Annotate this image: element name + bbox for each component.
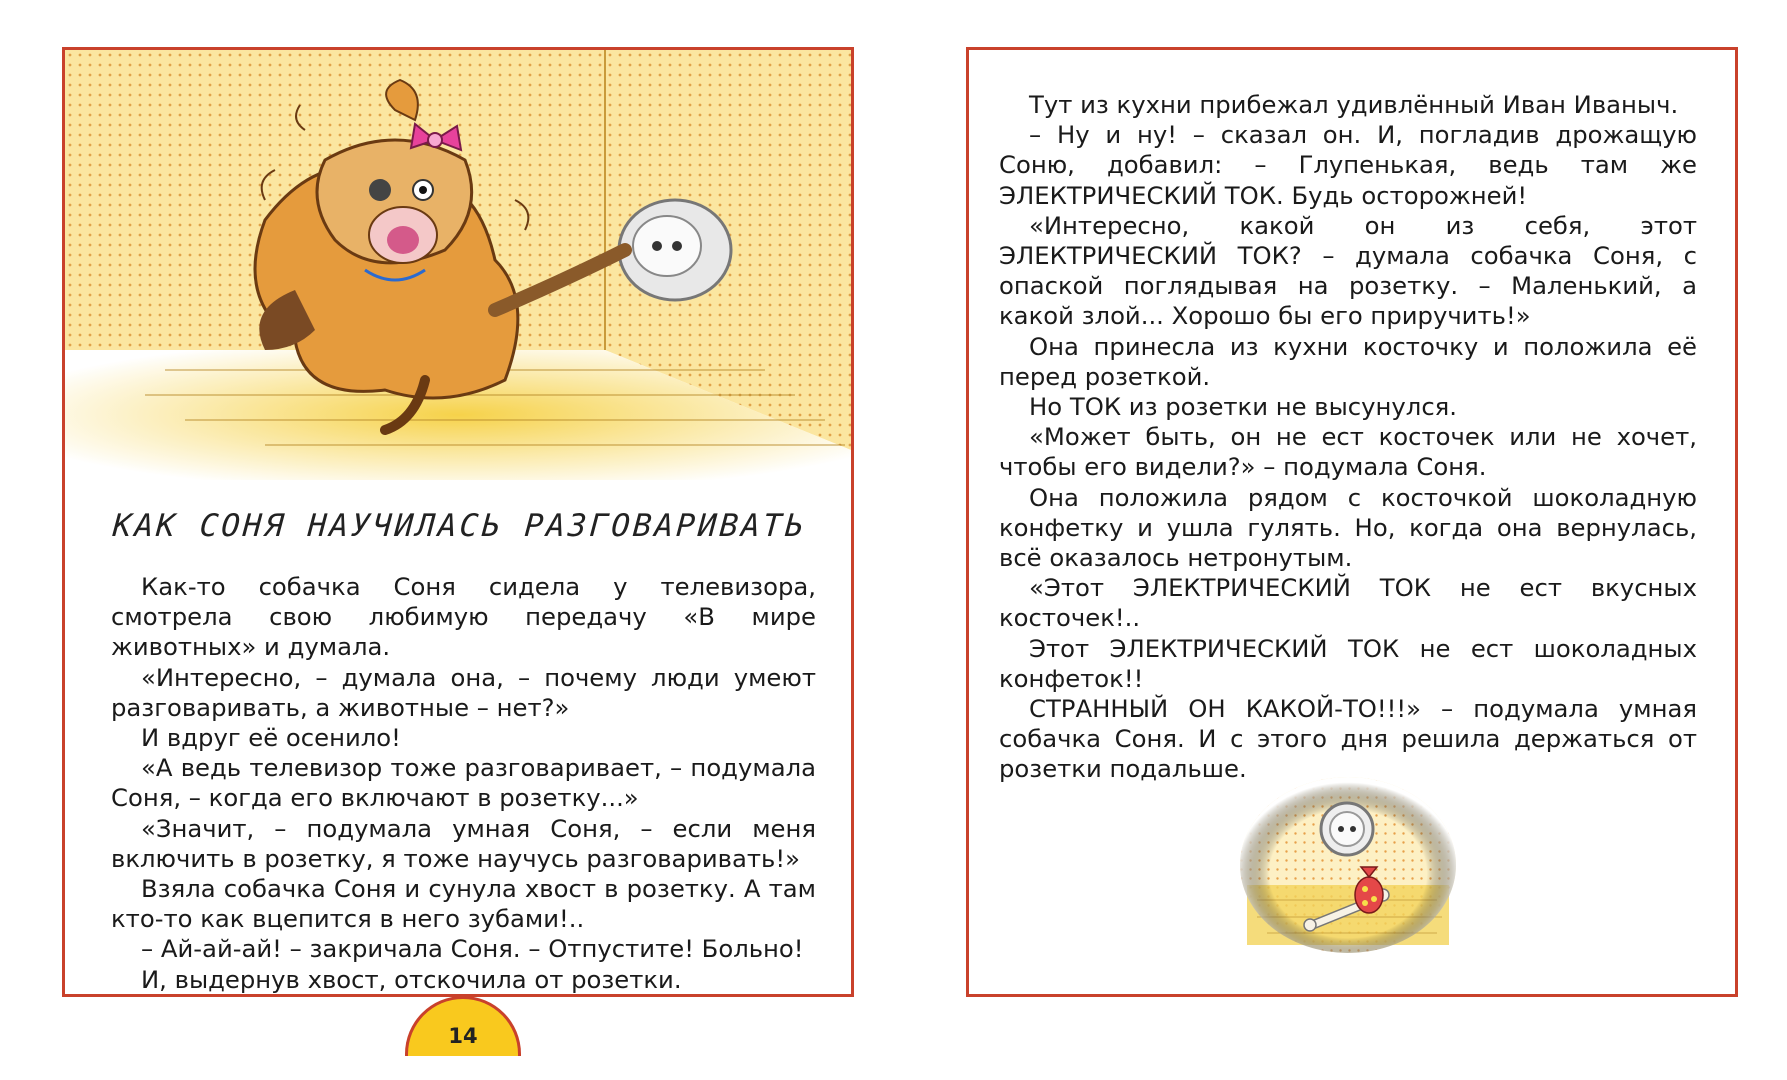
paragraph: И вдруг её осенило! (141, 723, 401, 753)
paragraph: Этот ЭЛЕКТРИЧЕСКИЙ ТОК не ест шоколадных конфеток!! (999, 633, 1697, 693)
paragraph: Тут из кухни прибежал удивлённый Иван Иваныч. (1029, 90, 1679, 119)
paragraph: СТРАННЫЙ ОН КАКОЙ-ТО!!!» – подумала умная собачка Соня. И с этого дня решила держаться от розетки подальше. (999, 694, 1697, 784)
wall-socket-icon (1321, 803, 1373, 855)
page-number: 14 (405, 996, 521, 1056)
paragraph: Но ТОК из розетки не высунулся. (1029, 392, 1458, 422)
paragraph: «Значит, – подумала умная Соня, – если меня включить в розетку, я тоже научусь разговаривать!» (111, 813, 816, 873)
paragraph: Она положила рядом с косточкой шоколадную конфетку и ушла гулять. Но, когда она вернулась, всё оказалось нетронутым. (999, 482, 1697, 573)
left-page (62, 47, 854, 1048)
right-story-text (999, 90, 1697, 785)
right-page (966, 47, 1738, 997)
paragraph: И, выдернув хвост, отскочила от розетки. (141, 964, 682, 994)
paragraph: Взяла собачка Соня и сунула хвост в розетку. А там кто-то как вцепится в него зубами!.. (111, 874, 816, 934)
dog-socket-illustration (65, 50, 851, 480)
paragraph: «Интересно, – думала она, – почему люди умеют разговаривать, а животные – нет?» (111, 662, 816, 722)
socket-bone-candy-illustration (1237, 775, 1459, 955)
paragraph: – Ай-ай-ай! – закричала Соня. – Отпустите! Больно! (141, 934, 804, 964)
paragraph: «Этот ЭЛЕКТРИЧЕСКИЙ ТОК не ест вкусных косточек!.. (999, 573, 1697, 633)
left-story-text (111, 572, 816, 995)
paragraph: Как-то собачка Соня сидела у телевизора, смотрела свою любимую передачу «В мире животных» и думала. (111, 572, 816, 662)
wall-socket-icon (619, 200, 731, 300)
story-title: КАК СОНЯ НАУЧИЛАСЬ РАЗГОВАРИВАТЬ (111, 508, 808, 544)
paragraph: «Интересно, какой он из себя, этот ЭЛЕКТРИЧЕСКИЙ ТОК? – думала собачка Соня, с опаской поглядывая на розетку. – Маленький, а какой злой... Хорошо бы его приручить!» (999, 210, 1697, 331)
paragraph: «А ведь телевизор тоже разговаривает, – подумала Соня, – когда его включают в розетку...» (111, 753, 816, 813)
paragraph: – Ну и ну! – сказал он. И, погладив дрожащую Соню, добавил: – Глупенькая, ведь там же ЭЛЕКТРИЧЕСКИЙ ТОК. Будь осторожней! (999, 120, 1697, 210)
paragraph: «Может быть, он не ест косточек или не хочет, чтобы его видели?» – подумала Соня. (999, 422, 1697, 482)
paragraph: Она принесла из кухни косточку и положила её перед розеткой. (999, 331, 1697, 391)
